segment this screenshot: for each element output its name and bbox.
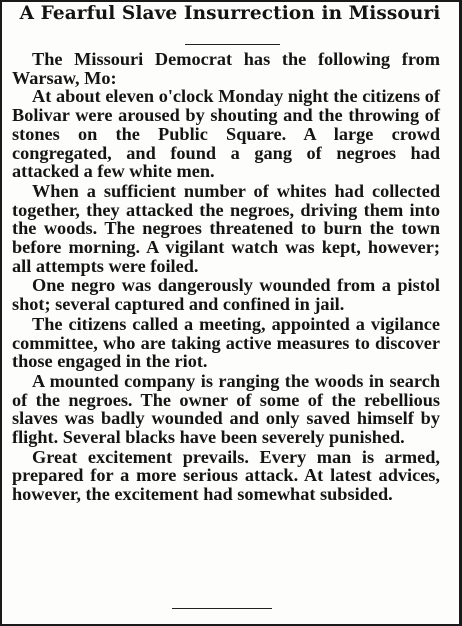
article-paragraph-1: The Missouri Democrat has the following from Warsaw, Mo: — [12, 49, 440, 88]
article-headline: A Fearful Slave Insurrection in Missouri — [19, 3, 441, 24]
headline-divider — [185, 44, 280, 45]
article-paragraph-7: Great excitement prevails. Every man is armed, prepared for a more serious attack. At latest advices, however, the excitement had somewhat subsided. — [12, 446, 440, 505]
clipping-border-left — [0, 0, 2, 626]
article-body — [12, 50, 440, 505]
closing-divider — [172, 608, 272, 609]
article-paragraph-5: The citizens called a meeting, appointed a vigilance committee, who are taking active measures to discover those engaged in the riot. — [12, 313, 440, 372]
article-paragraph-6: A mounted company is ranging the woods in search of the negroes. The owner of some of the rebellious slaves was badly wounded and only saved himself by flight. Several blacks have been severely punished. — [12, 370, 440, 448]
clipping-border-top — [0, 0, 462, 2]
article-paragraph-4: One negro was dangerously wounded from a pistol shot; several captured and confined in jail. — [12, 275, 440, 315]
article-paragraph-2: At about eleven o'clock Monday night the citizens of Bolivar were aroused by shouting and the throwing of stones on the Public Square. A large crowd congregated, and found a gang of negroes had attacked a few white men. — [12, 86, 440, 182]
article-paragraph-3: When a sufficient number of whites had collected together, they attacked the negroes, driving them into the woods. The negroes threatened to burn the town before morning. A vigilant watch was kept, however; all attempts were foiled. — [12, 180, 440, 276]
